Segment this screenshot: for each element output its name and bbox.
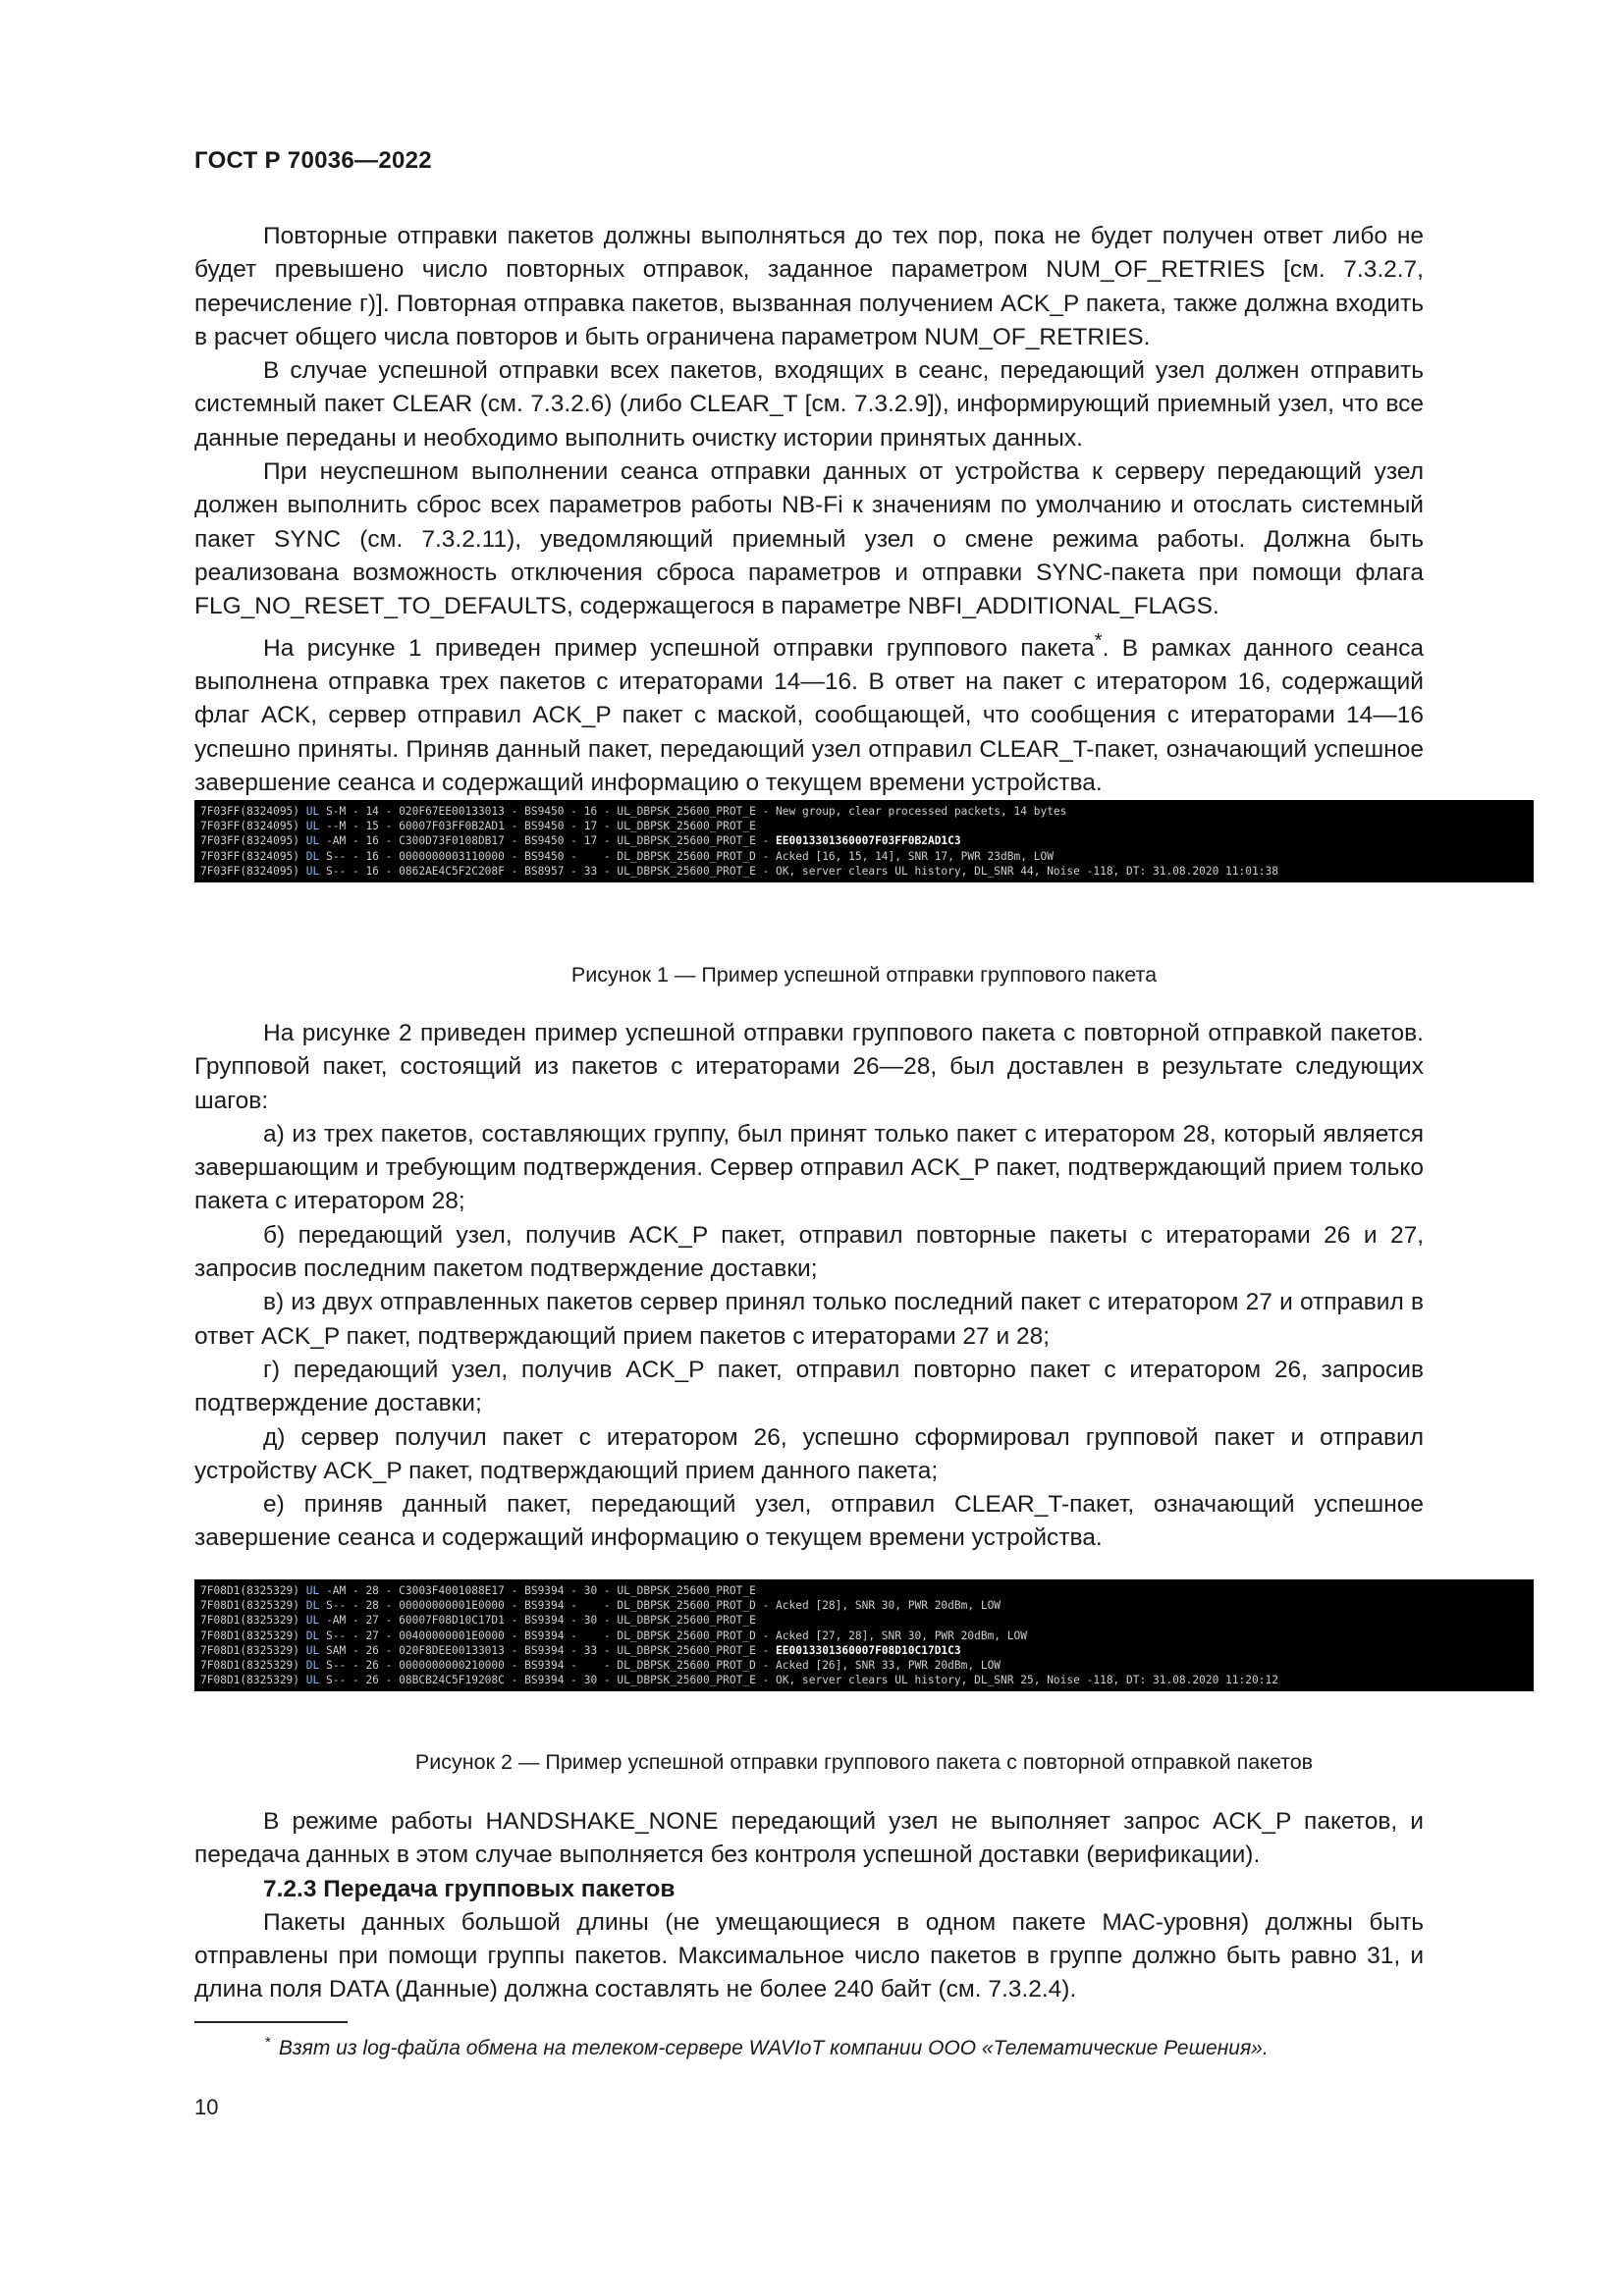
- figure-2-log-screenshot: [194, 1579, 1534, 1691]
- log-device-id: 7F03FF(8324095): [200, 805, 300, 818]
- paragraph: На рисунке 2 приведен пример успешной отправки группового пакета с повторной отправкой пакетов. Групповой пакет, состоящий из пакетов с итераторами 26—28, был доставлен в результате следующих шагов:: [194, 1020, 1424, 1114]
- log-fields: S-M - 14 - 020F67EE00133013 - BS9450 - 16 - UL_DBPSK_25600_PROT_E - New group, clear processed packets, 14 bytes: [326, 805, 1067, 818]
- section-text-2: [194, 1017, 1424, 1556]
- figure-1-log-screenshot: [194, 800, 1534, 882]
- log-device-id: 7F03FF(8324095): [200, 834, 300, 848]
- log-line: [200, 849, 1528, 864]
- log-line: [200, 1613, 1528, 1628]
- log-fields: -AM - 16 - C300D73F0108DB17 - BS9450 - 17 - UL_DBPSK_25600_PROT_E -: [326, 834, 777, 848]
- figure-2-caption: Рисунок 2 — Пример успешной отправки группового пакета с повторной отправкой пакетов: [414, 1750, 1314, 1774]
- footnote-text: Взят из log-файла обмена на телеком-сервере WAVIoT компании ООО «Телематические Решения».: [278, 2037, 1269, 2059]
- log-device-id: 7F03FF(8324095): [200, 864, 300, 878]
- paragraph: [194, 624, 1424, 801]
- log-device-id: 7F08D1(8325329): [200, 1629, 300, 1642]
- log-fields: S-- - 26 - 08BCB24C5F19208C - BS9394 - 30 - UL_DBPSK_25600_PROT_E - OK, server clears UL history, DL_SNR 25, Noise -118, DT: 31.08.2020 11:20:12: [326, 1674, 1278, 1687]
- list-item: г) передающий узел, получив ACK_P пакет, отправил повторно пакет с итератором 26, запросив подтверждение доставки;: [194, 1356, 1424, 1417]
- log-device-id: 7F03FF(8324095): [200, 820, 300, 833]
- page-number: 10: [194, 2095, 219, 2119]
- list-item: е) приняв данный пакет, передающий узел, отправил CLEAR_T-пакет, означающий успешное завершение сеанса и содержащий информацию о текущем времени устройства.: [194, 1491, 1424, 1552]
- list-item: д) сервер получил пакет с итератором 26, успешно сформировал групповой пакет и отправил устройству ACK_P пакет, подтверждающий прием данного пакета;: [194, 1423, 1424, 1484]
- list-item: а) из трех пакетов, составляющих группу, был принят только пакет с итератором 28, который является завершающим и требующим подтверждения. Сервер отправил ACK_P пакет, подтверждающий прием только пакета с итератором 28;: [194, 1120, 1424, 1215]
- section-heading: 7.2.3 Передача групповых пакетов: [263, 1875, 676, 1902]
- log-line: [200, 1629, 1528, 1643]
- footnote: [265, 2034, 1542, 2060]
- log-payload: EE0013301360007F03FF0B2AD1C3: [776, 834, 961, 848]
- log-device-id: 7F03FF(8324095): [200, 849, 300, 863]
- log-line: [200, 1583, 1528, 1598]
- footnote-divider: [194, 2021, 348, 2023]
- section-text-1: [194, 220, 1424, 800]
- log-direction: UL: [305, 820, 320, 833]
- paragraph: Пакеты данных большой длины (не умещающиеся в одном пакете MAC-уровня) должны быть отправлены при помощи группы пакетов. Максимальное число пакетов в группе должно быть равно 31, и длина поля DATA (Данные) должна составлять не более 240 байт (см. 7.3.2.4).: [194, 1908, 1424, 2003]
- paragraph-text: . В рамках данного сеанса выполнена отправка трех пакетов с итераторами 14—16. В ответ на пакет с итератором 16, содержащий флаг ACK, сервер отправил ACK_P пакет с маской, сообщающей, что сообщения с итераторами 14—16 успешно приняты. Приняв данный пакет, передающий узел отправил CLEAR_T-пакет, означающий успешное завершение сеанса и содержащий информацию о текущем времени устройства.: [194, 634, 1424, 796]
- log-direction: DL: [305, 1659, 320, 1673]
- log-line: [200, 1658, 1528, 1673]
- log-direction: UL: [305, 1614, 320, 1628]
- figure-1-caption: Рисунок 1 — Пример успешной отправки группового пакета: [570, 963, 1158, 987]
- log-fields: S-- - 16 - 0862AE4C5F2C208F - BS8957 - 33 - UL_DBPSK_25600_PROT_E - OK, server clears UL history, DL_SNR 44, Noise -118, DT: 31.08.2020 11:01:38: [326, 864, 1278, 878]
- log-direction: UL: [305, 1643, 320, 1657]
- list-item: б) передающий узел, получив ACK_P пакет, отправил повторные пакеты с итераторами 26 и 27, запросив последним пакетом подтверждение доставки;: [194, 1221, 1424, 1283]
- log-direction: UL: [305, 805, 320, 818]
- log-fields: -AM - 28 - C3003F4001088E17 - BS9394 - 30 - UL_DBPSK_25600_PROT_E: [326, 1584, 756, 1597]
- log-fields: S-- - 26 - 0000000000210000 - BS9394 - - DL_DBPSK_25600_PROT_D - Acked [26], SNR 33, PWR 20dBm, LOW: [326, 1659, 1001, 1673]
- log-fields: S-- - 28 - 00000000001E0000 - BS9394 - - DL_DBPSK_25600_PROT_D - Acked [28], SNR 30, PWR 20dBm, LOW: [326, 1599, 1001, 1613]
- log-line: [200, 804, 1528, 819]
- log-device-id: 7F08D1(8325329): [200, 1614, 300, 1628]
- footnote-mark: *: [265, 2034, 271, 2051]
- log-direction: DL: [305, 1599, 320, 1613]
- log-device-id: 7F08D1(8325329): [200, 1599, 300, 1613]
- document-header: ГОСТ Р 70036—2022: [194, 147, 432, 174]
- log-direction: UL: [305, 834, 320, 848]
- paragraph: В режиме работы HANDSHAKE_NONE передающий узел не выполняет запрос ACK_P пакетов, и передача данных в этом случае выполняется без контроля успешной доставки (верификации).: [194, 1808, 1424, 1869]
- log-fields: SAM - 26 - 020F8DEE00133013 - BS9394 - 33 - UL_DBPSK_25600_PROT_E -: [326, 1643, 777, 1657]
- log-line: [200, 864, 1528, 879]
- log-device-id: 7F08D1(8325329): [200, 1584, 300, 1597]
- paragraph: При неуспешном выполнении сеанса отправки данных от устройства к серверу передающий узел должен выполнить сброс всех параметров работы NB-Fi к значениям по умолчанию и отослать системный пакет SYNC (см. 7.3.2.11), уведомляющий приемный узел о смене режима работы. Должна быть реализована возможность отключения сброса параметров и отправки SYNC-пакета при помощи флага FLG_NO_RESET_TO_DEFAULTS, содержащегося в параметре NBFI_ADDITIONAL_FLAGS.: [194, 458, 1424, 620]
- log-fields: -AM - 27 - 60007F08D10C17D1 - BS9394 - 30 - UL_DBPSK_25600_PROT_E: [326, 1614, 756, 1628]
- log-direction: DL: [305, 849, 320, 863]
- log-device-id: 7F08D1(8325329): [200, 1674, 300, 1687]
- paragraph-text: На рисунке 1 приведен пример успешной отправки группового пакета: [263, 634, 1095, 662]
- log-direction: UL: [305, 864, 320, 878]
- log-fields: S-- - 27 - 00400000001E0000 - BS9394 - - DL_DBPSK_25600_PROT_D - Acked [27, 28], SNR 30, PWR 20dBm, LOW: [326, 1629, 1027, 1642]
- log-device-id: 7F08D1(8325329): [200, 1659, 300, 1673]
- log-line: [200, 1598, 1528, 1613]
- log-payload: EE0013301360007F08D10C17D1C3: [776, 1643, 961, 1657]
- log-direction: UL: [305, 1674, 320, 1687]
- log-line: [200, 819, 1528, 833]
- log-line: [200, 1673, 1528, 1687]
- list-item: в) из двух отправленных пакетов сервер принял только последний пакет с итератором 27 и отправил в ответ ACK_P пакет, подтверждающий прием пакетов с итераторами 27 и 28;: [194, 1289, 1424, 1350]
- log-fields: S-- - 16 - 0000000003110000 - BS9450 - - DL_DBPSK_25600_PROT_D - Acked [16, 15, 14], SNR 17, PWR 23dBm, LOW: [326, 849, 1054, 863]
- log-line: [200, 1643, 1528, 1658]
- log-direction: DL: [305, 1629, 320, 1642]
- footnote-reference[interactable]: *: [1094, 629, 1103, 652]
- log-line: [200, 833, 1528, 848]
- log-device-id: 7F08D1(8325329): [200, 1643, 300, 1657]
- log-fields: --M - 15 - 60007F03FF0B2AD1 - BS9450 - 17 - UL_DBPSK_25600_PROT_E: [326, 820, 756, 833]
- paragraph: В случае успешной отправки всех пакетов, входящих в сеанс, передающий узел должен отправить системный пакет CLEAR (см. 7.3.2.6) (либо CLEAR_T [см. 7.3.2.9]), информирующий приемный узел, что все данные переданы и необходимо выполнить очистку истории принятых данных.: [194, 357, 1424, 452]
- section-text-3: [194, 1805, 1424, 2007]
- paragraph: Повторные отправки пакетов должны выполняться до тех пор, пока не будет получен ответ либо не будет превышено число повторных отправок, заданное параметром NUM_OF_RETRIES [см. 7.3.2.7, перечисление г)]. Повторная отправка пакетов, вызванная получением ACK_P пакета, также должна входить в расчет общего числа повторов и быть ограничена параметром NUM_OF_RETRIES.: [194, 223, 1424, 350]
- log-direction: UL: [305, 1584, 320, 1597]
